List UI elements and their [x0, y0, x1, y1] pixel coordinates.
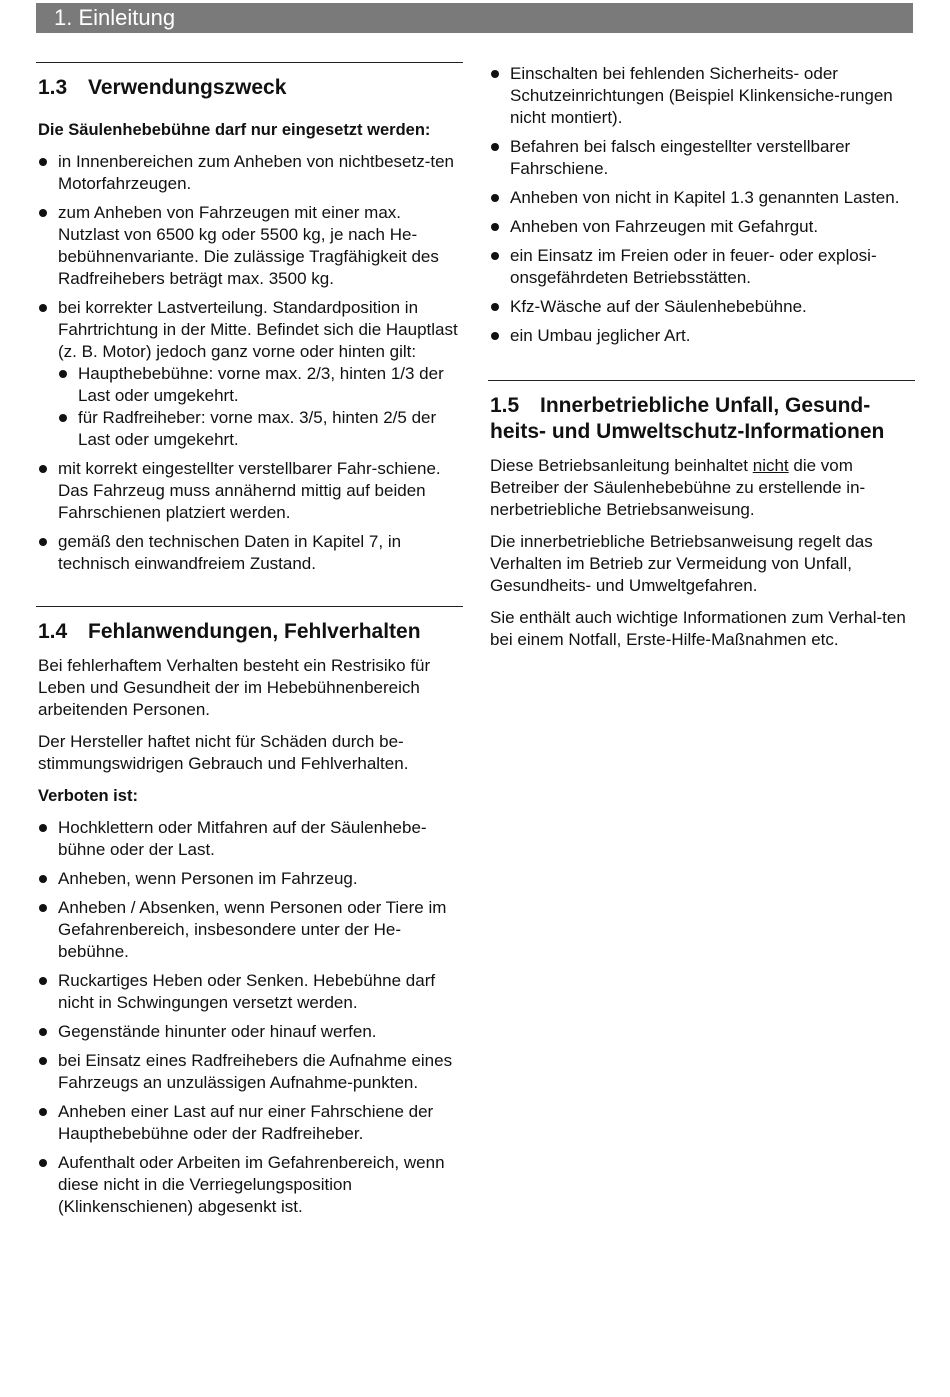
list-item: ein Einsatz im Freien oder in feuer- oder explosi-onsgefährdeten Betriebsstätten.	[488, 245, 915, 289]
list-item: mit korrekt eingestellter verstellbarer Fahr-schiene. Das Fahrzeug muss annähernd mittig auf beiden Fahrschienen platziert werden.	[36, 458, 463, 524]
paragraph: Der Hersteller haftet nicht für Schäden durch be-stimmungswidrigen Gebrauch und Fehlverhalten.	[38, 732, 409, 773]
list-item: Hochklettern oder Mitfahren auf der Säulenhebe-bühne oder der Last.	[36, 817, 463, 861]
paragraph-text: Diese Betriebsanleitung beinhaltet	[490, 456, 753, 475]
list-item: Anheben von Fahrzeugen mit Gefahrgut.	[488, 216, 915, 238]
list-item: Befahren bei falsch eingestellter verstellbarer Fahrschiene.	[488, 136, 915, 180]
paragraph: Sie enthält auch wichtige Informationen zum Verhal-ten bei einem Notfall, Erste-Hilfe-Maßnahmen etc.	[490, 608, 906, 649]
list-item: Gegenstände hinunter oder hinauf werfen.	[36, 1021, 463, 1043]
list-item: zum Anheben von Fahrzeugen mit einer max. Nutzlast von 6500 kg oder 5500 kg, je nach He-bebühnenvariante. Die zulässige Tragfähigkeit des Radfreihebers beträgt max. 3500 kg.	[36, 202, 463, 290]
emphasis-text: nicht	[752, 456, 789, 475]
list-item: Kfz-Wäsche auf der Säulenhebebühne.	[488, 296, 915, 318]
list-item: Anheben, wenn Personen im Fahrzeug.	[36, 868, 463, 890]
paragraph: Die innerbetriebliche Betriebsanweisung regelt das Verhalten im Betrieb zur Vermeidung von Unfall, Gesundheits- und Umweltgefahren.	[490, 532, 873, 595]
paragraph	[488, 455, 915, 521]
list-item: gemäß den technischen Daten in Kapitel 7, in technisch einwandfreiem Zustand.	[36, 531, 463, 575]
section-title: Innerbetriebliche Unfall, Gesund-heits- und Umweltschutz-Informationen	[490, 394, 885, 443]
paragraph-text: die vom Betreiber der Säulenhebebühne zu erstellende in-nerbetriebliche Betriebsanweisung.	[490, 456, 866, 519]
list-item: Anheben einer Last auf nur einer Fahrschiene der Haupthebebühne oder der Radfreiheber.	[36, 1101, 463, 1145]
forbidden-label: Verboten ist:	[38, 787, 138, 805]
usage-intro: Die Säulenhebebühne darf nur eingesetzt werden:	[38, 121, 431, 139]
section-1-4-heading	[36, 607, 463, 655]
list-item: ein Umbau jeglicher Art.	[488, 325, 915, 347]
list-item: Aufenthalt oder Arbeiten im Gefahrenbereich, wenn diese nicht in die Verriegelungsposition (Klinkenschienen) abgesenkt ist.	[36, 1152, 463, 1218]
list-item: bei Einsatz eines Radfreihebers die Aufnahme eines Fahrzeugs an unzulässigen Aufnahme-punkten.	[36, 1050, 463, 1094]
section-title: Verwendungszweck	[88, 76, 287, 99]
paragraph: Bei fehlerhaftem Verhalten besteht ein Restrisiko für Leben und Gesundheit der im Hebebühnenbereich arbeitenden Personen.	[38, 656, 431, 719]
sub-list-item: für Radfreiheber: vorne max. 3/5, hinten 2/5 der Last oder umgekehrt.	[58, 407, 463, 451]
section-1-5-heading	[488, 381, 915, 455]
forbidden-list-continued	[488, 63, 915, 347]
left-column	[36, 62, 463, 1225]
usage-list	[36, 151, 463, 575]
section-1-5	[488, 380, 915, 651]
list-item: Anheben von nicht in Kapitel 1.3 genannten Lasten.	[488, 187, 915, 209]
right-column	[488, 62, 915, 661]
list-item: Einschalten bei fehlenden Sicherheits- oder Schutzeinrichtungen (Beispiel Klinkensiche-rungen nicht montiert).	[488, 63, 915, 129]
load-distribution-list	[58, 363, 463, 451]
list-item	[36, 297, 463, 451]
section-number: 1.3	[38, 76, 68, 99]
list-item: in Innenbereichen zum Anheben von nichtbesetz-ten Motorfahrzeugen.	[36, 151, 463, 195]
list-item: Ruckartiges Heben oder Senken. Hebebühne darf nicht in Schwingungen versetzt werden.	[36, 970, 463, 1014]
section-title: Fehlanwendungen, Fehlverhalten	[88, 620, 421, 643]
list-item-text: bei korrekter Lastverteilung. Standardposition in Fahrtrichtung in der Mitte. Befindet sich die Hauptlast (z. B. Motor) jedoch ganz vorne oder hinten gilt:	[58, 298, 458, 361]
chapter-header: 1. Einleitung	[36, 3, 913, 33]
section-1-3-heading	[36, 63, 463, 111]
section-number: 1.5	[490, 394, 520, 417]
forbidden-list	[36, 817, 463, 1218]
section-1-4	[36, 606, 463, 1218]
sub-list-item: Haupthebebühne: vorne max. 2/3, hinten 1/3 der Last oder umgekehrt.	[58, 363, 463, 407]
section-number: 1.4	[38, 620, 68, 643]
list-item: Anheben / Absenken, wenn Personen oder Tiere im Gefahrenbereich, insbesondere unter der He-bebühne.	[36, 897, 463, 963]
section-1-3	[36, 62, 463, 575]
